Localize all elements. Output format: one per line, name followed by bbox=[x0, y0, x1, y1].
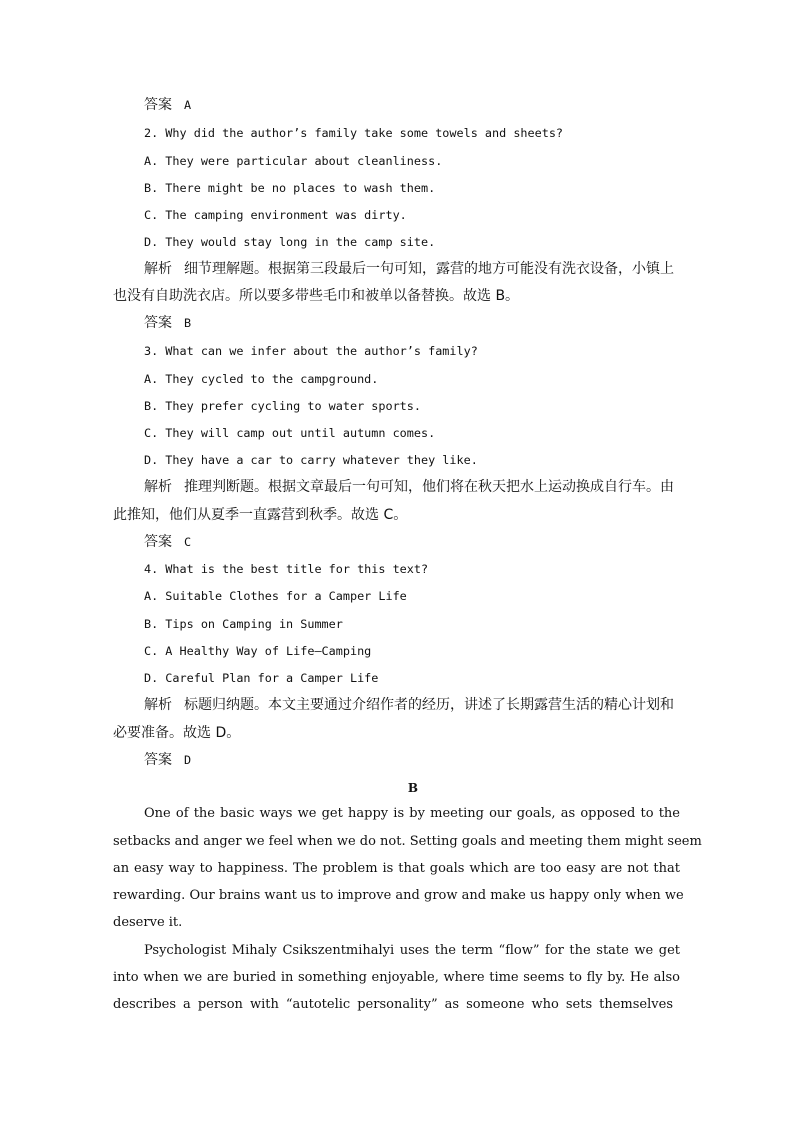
answer-line-2 bbox=[144, 313, 714, 333]
analysis-label: 解析 bbox=[144, 261, 172, 277]
passage-line: an easy way to happiness. The problem is that goals which are too easy are not that bbox=[113, 861, 680, 876]
analysis-label: 解析 bbox=[144, 479, 172, 495]
q2-option-d: D. They would stay long in the camp site. bbox=[144, 235, 436, 249]
passage-line: deserve it. bbox=[113, 915, 183, 930]
q4-analysis-line2: 必要准备。故选 D。 bbox=[113, 725, 241, 741]
answer-label: 答案 bbox=[144, 315, 172, 331]
q4-analysis-line1: 解析 标题归纳题。本文主要通过介绍作者的经历，讲述了长期露营生活的精心计划和 bbox=[144, 697, 674, 713]
answer-value: C bbox=[184, 535, 192, 549]
q4-option-d: D. Careful Plan for a Camper Life bbox=[144, 671, 379, 685]
answer-value: A bbox=[184, 98, 192, 112]
answer-label: 答案 bbox=[144, 752, 172, 768]
answer-label: 答案 bbox=[144, 97, 172, 113]
answer-line-4 bbox=[144, 750, 714, 770]
q3-option-c: C. They will camp out until autumn comes. bbox=[144, 426, 436, 440]
question-3: 3. What can we infer about the author’s family? bbox=[144, 344, 478, 358]
section-title: B bbox=[407, 781, 419, 795]
q2-analysis-line1: 解析 细节理解题。根据第三段最后一句可知，露营的地方可能没有洗衣设备，小镇上 bbox=[144, 261, 674, 277]
q4-option-a: A. Suitable Clothes for a Camper Life bbox=[144, 589, 407, 603]
passage-line: Psychologist Mihaly Csikszentmihalyi uses the term “flow” for the state we get bbox=[144, 943, 680, 958]
question-2: 2. Why did the author’s family take some towels and sheets? bbox=[144, 126, 564, 140]
passage-line: into when we are buried in something enjoyable, where time seems to fly by. He also bbox=[113, 970, 680, 985]
passage-line: describes a person with “autotelic personality” as someone who sets themselves bbox=[113, 997, 673, 1012]
q3-option-a: A. They cycled to the campground. bbox=[144, 372, 379, 386]
passage-line: One of the basic ways we get happy is by meeting our goals, as opposed to the bbox=[144, 806, 680, 821]
q2-option-c: C. The camping environment was dirty. bbox=[144, 208, 407, 222]
answer-line-1 bbox=[144, 95, 714, 115]
q4-option-b: B. Tips on Camping in Summer bbox=[144, 617, 343, 631]
answer-value: B bbox=[184, 316, 192, 330]
passage-line: setbacks and anger we feel when we do not. Setting goals and meeting them might seem bbox=[113, 834, 702, 849]
analysis-label: 解析 bbox=[144, 697, 172, 713]
passage-line: rewarding. Our brains want us to improve and grow and make us happy only when we bbox=[113, 888, 684, 903]
answer-value: D bbox=[184, 753, 192, 767]
answer-label: 答案 bbox=[144, 534, 172, 550]
q3-analysis-line1: 解析 推理判断题。根据文章最后一句可知，他们将在秋天把水上运动换成自行车。由 bbox=[144, 479, 674, 495]
q4-option-c: C. A Healthy Way of Life—Camping bbox=[144, 644, 372, 658]
q2-option-b: B. There might be no places to wash them. bbox=[144, 181, 436, 195]
answer-line-3 bbox=[144, 532, 714, 552]
q2-option-a: A. They were particular about cleanliness. bbox=[144, 154, 443, 168]
q3-option-b: B. They prefer cycling to water sports. bbox=[144, 399, 421, 413]
q3-analysis-line2: 此推知，他们从夏季一直露营到秋季。故选 C。 bbox=[113, 507, 408, 523]
q3-option-d: D. They have a car to carry whatever they like. bbox=[144, 453, 478, 467]
q2-analysis-line2: 也没有自助洗衣店。所以要多带些毛巾和被单以备替换。故选 B。 bbox=[113, 288, 520, 304]
question-4: 4. What is the best title for this text? bbox=[144, 562, 429, 576]
